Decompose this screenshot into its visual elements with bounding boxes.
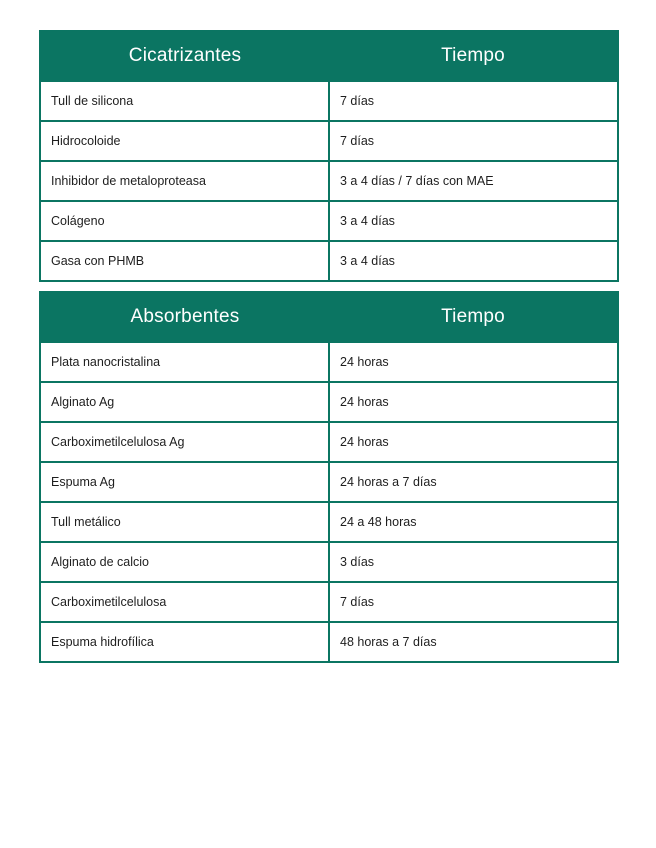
table-row bbox=[40, 462, 618, 502]
product-cell: Hidrocoloide bbox=[40, 121, 329, 161]
product-cell: Alginato de calcio bbox=[40, 542, 329, 582]
time-cell: 3 a 4 días bbox=[329, 241, 618, 281]
time-cell: 24 horas bbox=[329, 382, 618, 422]
time-cell: 7 días bbox=[329, 81, 618, 121]
time-cell: 7 días bbox=[329, 121, 618, 161]
time-cell: 3 a 4 días / 7 días con MAE bbox=[329, 161, 618, 201]
time-cell: 3 días bbox=[329, 542, 618, 582]
product-cell: Inhibidor de metaloproteasa bbox=[40, 161, 329, 201]
product-cell: Gasa con PHMB bbox=[40, 241, 329, 281]
product-cell: Tull metálico bbox=[40, 502, 329, 542]
header-product: Absorbentes bbox=[40, 292, 329, 342]
product-cell: Plata nanocristalina bbox=[40, 342, 329, 382]
table-row bbox=[40, 81, 618, 121]
header-time: Tiempo bbox=[329, 292, 618, 342]
product-cell: Tull de silicona bbox=[40, 81, 329, 121]
product-cell: Colágeno bbox=[40, 201, 329, 241]
table-row bbox=[40, 422, 618, 462]
product-cell: Carboximetilcelulosa bbox=[40, 582, 329, 622]
table-row bbox=[40, 382, 618, 422]
time-cell: 24 horas a 7 días bbox=[329, 462, 618, 502]
table-row bbox=[40, 582, 618, 622]
table-row bbox=[40, 342, 618, 382]
absorbentes-table bbox=[39, 291, 619, 663]
time-cell: 3 a 4 días bbox=[329, 201, 618, 241]
product-cell: Carboximetilcelulosa Ag bbox=[40, 422, 329, 462]
product-cell: Espuma hidrofílica bbox=[40, 622, 329, 662]
cicatrizantes-table bbox=[39, 30, 619, 282]
time-cell: 48 horas a 7 días bbox=[329, 622, 618, 662]
table-row bbox=[40, 201, 618, 241]
time-cell: 24 a 48 horas bbox=[329, 502, 618, 542]
product-cell: Espuma Ag bbox=[40, 462, 329, 502]
time-cell: 24 horas bbox=[329, 422, 618, 462]
table-row bbox=[40, 121, 618, 161]
header-time: Tiempo bbox=[329, 31, 618, 81]
table-header-row bbox=[40, 31, 618, 81]
header-product: Cicatrizantes bbox=[40, 31, 329, 81]
table-row bbox=[40, 622, 618, 662]
table-row bbox=[40, 542, 618, 582]
table-header-row bbox=[40, 292, 618, 342]
time-cell: 7 días bbox=[329, 582, 618, 622]
table-row bbox=[40, 161, 618, 201]
table-row bbox=[40, 502, 618, 542]
product-cell: Alginato Ag bbox=[40, 382, 329, 422]
table-row bbox=[40, 241, 618, 281]
time-cell: 24 horas bbox=[329, 342, 618, 382]
